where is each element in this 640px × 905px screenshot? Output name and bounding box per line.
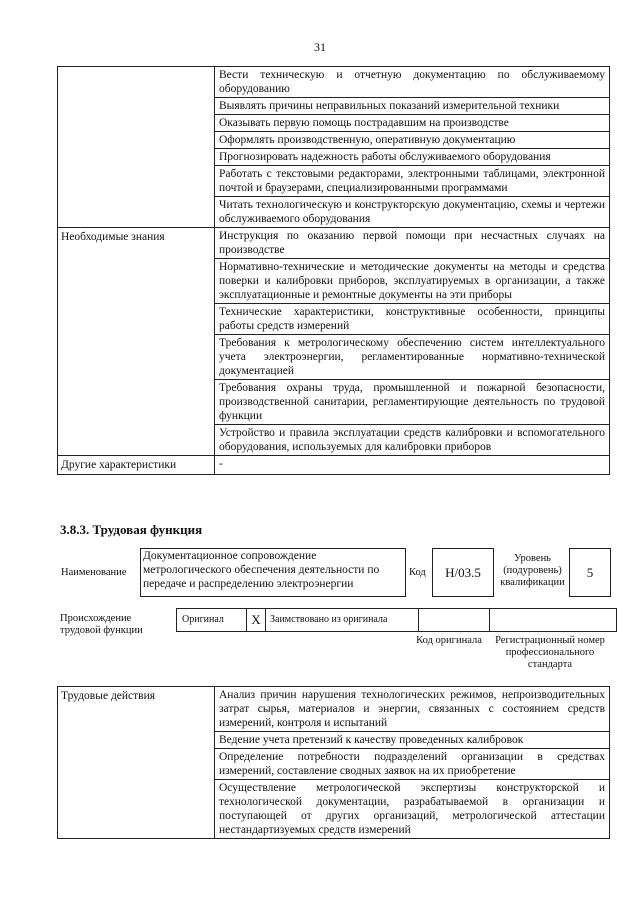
original-mark: X [247, 609, 266, 632]
skills-knowledge-table [57, 66, 610, 475]
knowledge-item: Технические характеристики, конструктивные особенности, принципы работы средств измерений [215, 304, 610, 335]
code-box: H/03.5 [432, 548, 494, 597]
original-cell: Оригинал [177, 609, 247, 632]
knowledge-item: Требования охраны труда, промышленной и пожарной безопасности, производственной санитарии, регламентирующие деятельность по трудовой функции [215, 380, 610, 425]
table-row [177, 609, 617, 632]
function-name-box: Документационное сопровождение метрологического обеспечения деятельности по передаче и распределению электроэнергии [140, 548, 406, 597]
table-row [58, 67, 610, 98]
skill-item: Выявлять причины неправильных показаний измерительной техники [215, 98, 610, 115]
labor-action-item: Анализ причин нарушения технологических режимов, непроизводительных затрат сырья, материалов и энергии, связанных с состоянием средств измерений, контроля и испытаний [215, 687, 610, 732]
table-row [58, 228, 610, 259]
table-row [58, 687, 610, 732]
skill-item: Читать технологическую и конструкторскую документацию, схемы и чертежи обслуживаемого оборудования [215, 197, 610, 228]
origin-label: Происхождение трудовой функции [60, 613, 143, 636]
knowledge-item: Требования к метрологическому обеспечению систем интеллектуального учета электроэнергии, регламентированные нормативно-технической документацией [215, 335, 610, 380]
name-label: Наименование [61, 567, 127, 578]
knowledge-item: Устройство и правила эксплуатации средств калибровки и вспомогательного оборудования, используемых для калибровки приборов [215, 425, 610, 456]
skill-item: Оказывать первую помощь пострадавшим на производстве [215, 115, 610, 132]
section-title: 3.8.3. Трудовая функция [60, 522, 203, 537]
other-characteristics-value: - [215, 456, 610, 475]
skills-label-cell [58, 67, 215, 228]
knowledge-label: Необходимые знания [58, 228, 215, 456]
registration-caption: Регистрационный номер профессионального стандарта [495, 635, 605, 670]
table-row [58, 456, 610, 475]
skill-item: Вести техническую и отчетную документацию по обслуживаемому оборудованию [215, 67, 610, 98]
original-code-cell [419, 609, 490, 632]
labor-actions-table [57, 686, 610, 839]
skill-item: Оформлять производственную, оперативную документацию [215, 132, 610, 149]
labor-actions-label: Трудовые действия [58, 687, 215, 839]
origin-table [176, 608, 617, 632]
level-label: Уровень (подуровень) квалификации [500, 553, 565, 588]
labor-action-item: Осуществление метрологической экспертизы конструкторской и технологической документации, разрабатываемой в организации и поступающей от других организаций, метрологической аттестации нестандартизуемых средств измерений [215, 780, 610, 839]
code-label: Код [409, 567, 426, 578]
registration-number-cell [490, 609, 617, 632]
skill-item: Прогнозировать надежность работы обслуживаемого оборудования [215, 149, 610, 166]
page-number: 31 [314, 40, 326, 54]
other-characteristics-label: Другие характеристики [58, 456, 215, 475]
skill-item: Работать с текстовыми редакторами, электронными таблицами, электронной почтой и браузерами, специализированными программами [215, 166, 610, 197]
borrowed-cell: Заимствовано из оригинала [266, 609, 419, 632]
labor-action-item: Ведение учета претензий к качеству проведенных калибровок [215, 732, 610, 749]
knowledge-item: Нормативно-технические и методические документы на методы и средства поверки и калибровки приборов, эксплуатируемых в организации, а также эксплуатационные и ремонтные документы на эти приборы [215, 259, 610, 304]
knowledge-item: Инструкция по оказанию первой помощи при несчастных случаях на производстве [215, 228, 610, 259]
labor-action-item: Определение потребности подразделений организации в средствах измерений, составление сводных заявок на их приобретение [215, 749, 610, 780]
level-box: 5 [569, 548, 611, 597]
code-caption: Код оригинала [416, 635, 482, 646]
